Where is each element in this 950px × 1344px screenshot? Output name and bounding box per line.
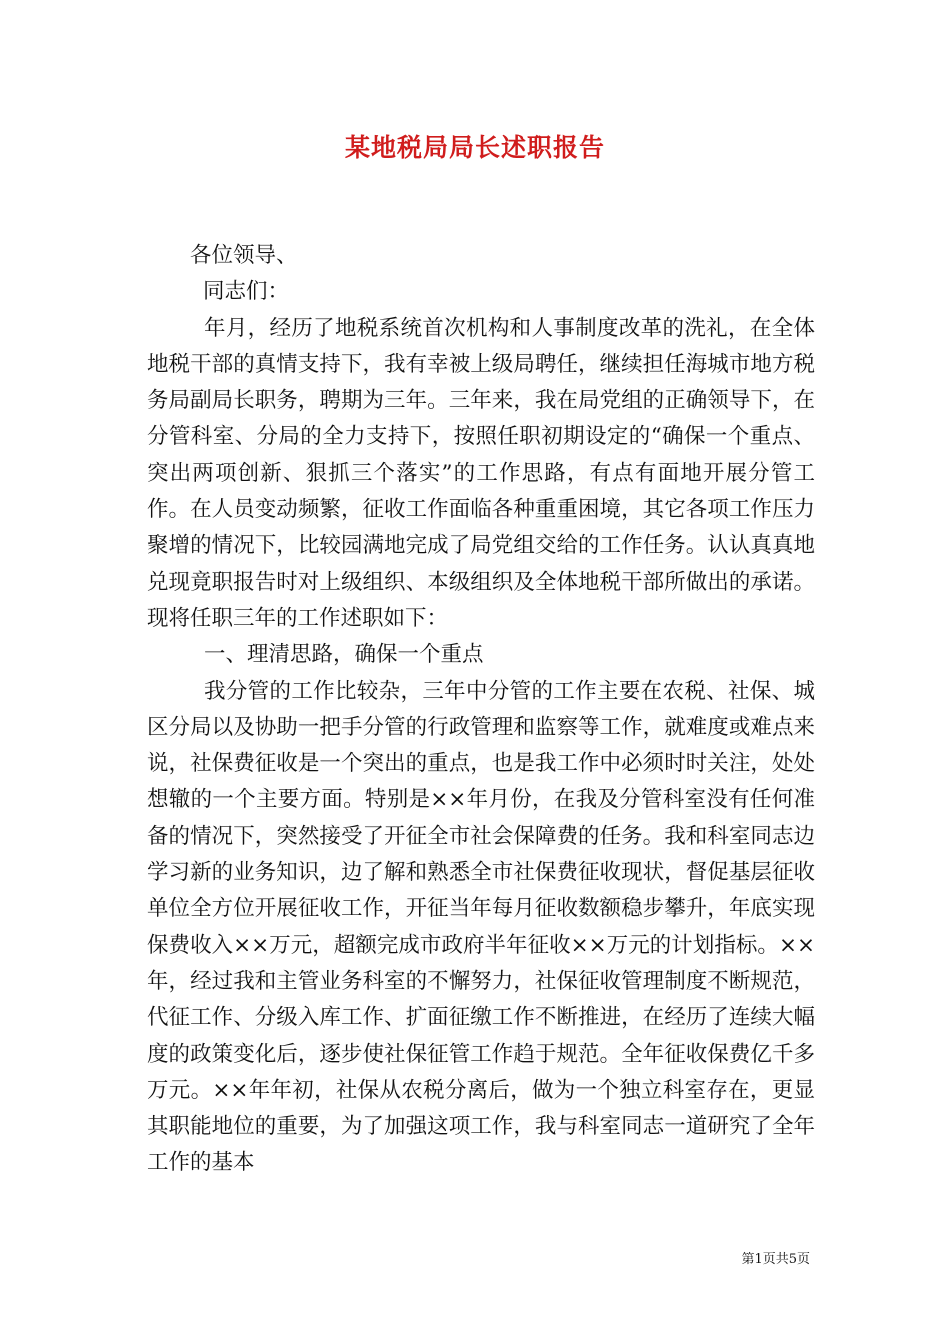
- page-number: 第1页共5页: [741, 1252, 810, 1267]
- salutation-line-2: 同志们：: [203, 279, 290, 305]
- document-body: [147, 238, 815, 1182]
- paragraph-2: 我分管的工作比较杂，三年中分管的工作主要在农税、社保、城区分局以及协助一把手分管的行政管理和监察等工作，就难度或难点来说，社保费征收是一个突出的重点，也是我工作中必须时时关注，处处想辙的一个主要方面。特别是××年月份，在我及分管科室没有任何准备的情况下，突然接受了开征全市社会保障费的任务。我和科室同志边学习新的业务知识，边了解和熟悉全市社保费征收现状，督促基层征收单位全方位开展征收工作，开征当年每月征收数额稳步攀升，年底实现保费收入××万元，超额完成市政府半年征收××万元的计划指标。××年，经过我和主管业务科室的不懈努力，社保征收管理制度不断规范，代征工作、分级入库工作、扩面征缴工作不断推进，在经历了连续大幅度的政策变化后，逐步使社保征管工作趋于规范。全年征收保费亿千多万元。××年年初，社保从农税分离后，做为一个独立科室存在，更显其职能地位的重要，为了加强这项工作，我与科室同志一道研究了全年工作的基本: [147, 678, 815, 1176]
- page-footer: [0, 1248, 810, 1267]
- salutation-line-1: 各位领导、: [190, 243, 298, 268]
- document-title: 某地税局局长述职报告: [344, 133, 605, 162]
- section-heading-1: 一、理清思路，确保一个重点: [204, 642, 484, 668]
- paragraph-1: 年月，经历了地税系统首次机构和人事制度改革的洗礼，在全体地税干部的真情支持下，我有幸被上级局聘任，继续担任海城市地方税务局副局长职务，聘期为三年。三年来，我在局党组的正确领导下，在分管科室、分局的全力支持下，按照任职初期设定的“确保一个重点、突出两项创新、狠抓三个落实”的工作思路，有点有面地开展分管工作。在人员变动频繁，征收工作面临各种重重困境，其它各项工作压力聚增的情况下，比较园满地完成了局党组交给的工作任务。认认真真地兑现竟职报告时对上级组织、本级组织及全体地税干部所做出的承诺。现将任职三年的工作述职如下：: [147, 315, 815, 631]
